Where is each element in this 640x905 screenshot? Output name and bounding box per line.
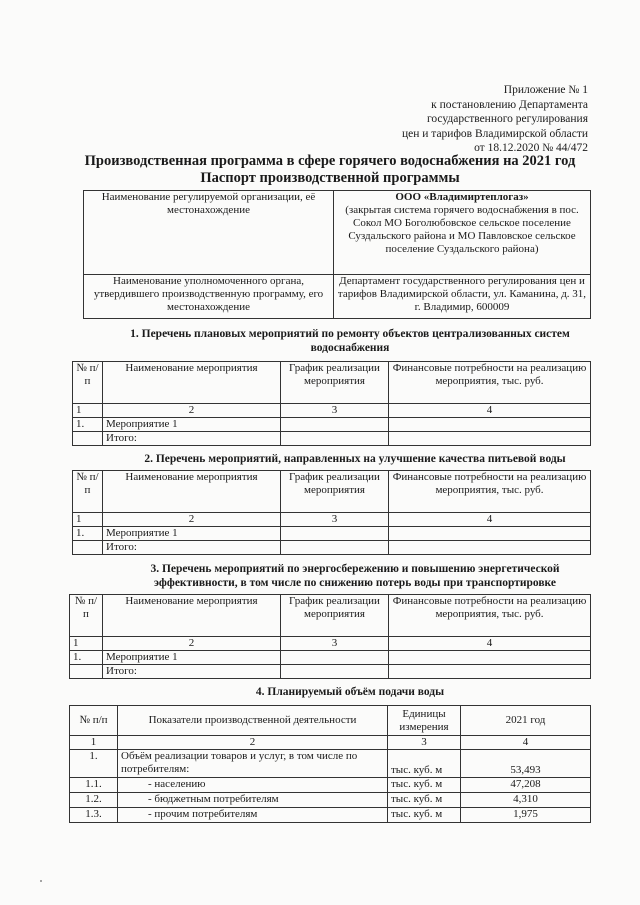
row-name: Мероприятие 1 <box>103 651 281 665</box>
header-finance: Финансовые потребности на реализацию мероприятия, тыс. руб. <box>389 595 591 637</box>
section-2-table <box>72 470 591 555</box>
volume-row <box>70 808 591 823</box>
row-finance <box>389 527 591 541</box>
section-3-line-2: эффективности, в том числе по снижению потерь воды при транспортировке <box>154 577 556 589</box>
table-row <box>73 527 591 541</box>
passport-row-organization <box>84 191 591 275</box>
row-schedule <box>281 651 389 665</box>
col-number: 3 <box>281 404 389 418</box>
table-header-row <box>70 595 591 637</box>
section-3-table <box>69 594 591 679</box>
col-number: 1 <box>73 404 103 418</box>
row-finance <box>389 651 591 665</box>
passport-org-cell <box>334 191 591 275</box>
total-label: Итого: <box>103 432 281 446</box>
volume-row-num: 1.1. <box>70 778 118 793</box>
header-num: № п/п <box>73 471 103 513</box>
volume-header-year: 2021 год <box>461 706 591 736</box>
volume-row-name: - прочим потребителям <box>118 808 388 823</box>
col-number: 4 <box>389 513 591 527</box>
row-finance <box>389 418 591 432</box>
section-2-title <box>110 452 600 466</box>
table-total-row <box>73 432 591 446</box>
table-total-row <box>73 541 591 555</box>
table-col-numbers-row <box>70 637 591 651</box>
section-1-line-1: 1. Перечень плановых мероприятий по ремонту объектов централизованных систем <box>130 328 570 340</box>
volume-header-indicator: Показатели производственной деятельности <box>118 706 388 736</box>
header-num: № п/п <box>73 362 103 404</box>
row-schedule <box>281 527 389 541</box>
section-1-table <box>72 361 591 446</box>
volume-row-unit: тыс. куб. м <box>388 750 461 778</box>
row-num: 1. <box>73 527 103 541</box>
total-finance <box>389 432 591 446</box>
volume-row-name: - населению <box>118 778 388 793</box>
row-num: 1. <box>70 651 103 665</box>
volume-table <box>69 705 591 823</box>
table-row <box>70 651 591 665</box>
passport-org-label: Наименование регулируемой организации, её местонахождение <box>84 191 334 275</box>
header-num: № п/п <box>70 595 103 637</box>
volume-row-unit: тыс. куб. м <box>388 808 461 823</box>
col-number: 4 <box>389 637 591 651</box>
table-header-row <box>73 471 591 513</box>
volume-row-unit: тыс. куб. м <box>388 778 461 793</box>
total-num <box>73 432 103 446</box>
volume-row <box>70 778 591 793</box>
title-line-2: Паспорт производственной программы <box>200 170 460 186</box>
total-finance <box>389 665 591 679</box>
section-4-line: 4. Планируемый объём подачи воды <box>255 686 445 698</box>
total-label: Итого: <box>103 665 281 679</box>
appendix-line: цен и тарифов Владимирской области <box>401 127 588 140</box>
header-name: Наименование мероприятия <box>103 471 281 513</box>
passport-authority-value: Департамент государственного регулирования цен и тарифов Владимирской области, ул. Каманина, д. 31, г. Владимир, 600009 <box>334 275 591 319</box>
header-name: Наименование мероприятия <box>103 362 281 404</box>
total-schedule <box>281 541 389 555</box>
volume-row <box>70 793 591 808</box>
total-num <box>73 541 103 555</box>
table-total-row <box>70 665 591 679</box>
volume-row-name: - бюджетным потребителям <box>118 793 388 808</box>
volume-header-unit: Единицы измерения <box>388 706 461 736</box>
total-schedule <box>281 665 389 679</box>
row-name: Мероприятие 1 <box>103 527 281 541</box>
table-header-row <box>73 362 591 404</box>
table-row <box>73 418 591 432</box>
table-col-numbers-row <box>73 513 591 527</box>
passport-table <box>83 190 591 319</box>
header-finance: Финансовые потребности на реализацию мероприятия, тыс. руб. <box>389 471 591 513</box>
total-label: Итого: <box>103 541 281 555</box>
total-schedule <box>281 432 389 446</box>
col-number: 2 <box>118 736 388 750</box>
header-schedule: График реализации мероприятия <box>281 362 389 404</box>
section-3-line-1: 3. Перечень мероприятий по энергосбережению и повышению энергетической <box>150 563 560 575</box>
col-number: 2 <box>103 404 281 418</box>
volume-row <box>70 750 591 778</box>
col-number: 1 <box>70 736 118 750</box>
volume-row-num: 1. <box>70 750 118 778</box>
organization-detail: (закрытая система горячего водоснабжения в пос. Сокол МО Боголюбовское сельское поселение Суздальского района и МО Павловское сельское поселение Суздальского района) <box>345 204 579 255</box>
volume-row-value: 4,310 <box>461 793 591 808</box>
col-number: 1 <box>73 513 103 527</box>
appendix-block <box>402 83 588 156</box>
col-number: 2 <box>103 513 281 527</box>
table-col-numbers-row <box>73 404 591 418</box>
row-num: 1. <box>73 418 103 432</box>
section-3-title <box>100 562 610 590</box>
scan-speck <box>40 880 42 882</box>
appendix-line: государственного регулирования <box>426 113 588 125</box>
header-schedule: График реализации мероприятия <box>281 595 389 637</box>
volume-row-value: 53,493 <box>461 750 591 778</box>
title-line-1: Производственная программа в сфере горячего водоснабжения на 2021 год <box>84 153 576 169</box>
total-finance <box>389 541 591 555</box>
row-name: Мероприятие 1 <box>103 418 281 432</box>
header-schedule: График реализации мероприятия <box>281 471 389 513</box>
col-number: 1 <box>70 637 103 651</box>
appendix-line: от 18.12.2020 № 44/472 <box>474 142 588 154</box>
col-number: 4 <box>461 736 591 750</box>
passport-row-authority <box>84 275 591 319</box>
col-number: 3 <box>281 637 389 651</box>
volume-header-num: № п/п <box>70 706 118 736</box>
section-2-line: 2. Перечень мероприятий, направленных на улучшение качества питьевой воды <box>144 453 566 465</box>
total-num <box>70 665 103 679</box>
appendix-line: Приложение № 1 <box>503 84 588 96</box>
section-1-line-2: водоснабжения <box>310 342 390 354</box>
passport-authority-label: Наименование уполномоченного органа, утвердившего производственную программу, его местонахождение <box>84 275 334 319</box>
row-schedule <box>281 418 389 432</box>
appendix-line: к постановлению Департамента <box>431 98 588 111</box>
header-name: Наименование мероприятия <box>103 595 281 637</box>
volume-header-row <box>70 706 591 736</box>
volume-row-name: Объём реализации товаров и услуг, в том числе по потребителям: <box>118 750 388 778</box>
volume-col-numbers-row <box>70 736 591 750</box>
col-number: 2 <box>103 637 281 651</box>
volume-row-unit: тыс. куб. м <box>388 793 461 808</box>
header-finance: Финансовые потребности на реализацию мероприятия, тыс. руб. <box>389 362 591 404</box>
organization-name: ООО «Владимиртеплогаз» <box>395 191 529 203</box>
col-number: 4 <box>389 404 591 418</box>
volume-row-num: 1.3. <box>70 808 118 823</box>
section-1-title <box>90 327 610 355</box>
section-4-title <box>140 685 560 699</box>
col-number: 3 <box>388 736 461 750</box>
document-title <box>60 153 600 187</box>
volume-row-value: 1,975 <box>461 808 591 823</box>
col-number: 3 <box>281 513 389 527</box>
volume-row-num: 1.2. <box>70 793 118 808</box>
volume-row-value: 47,208 <box>461 778 591 793</box>
